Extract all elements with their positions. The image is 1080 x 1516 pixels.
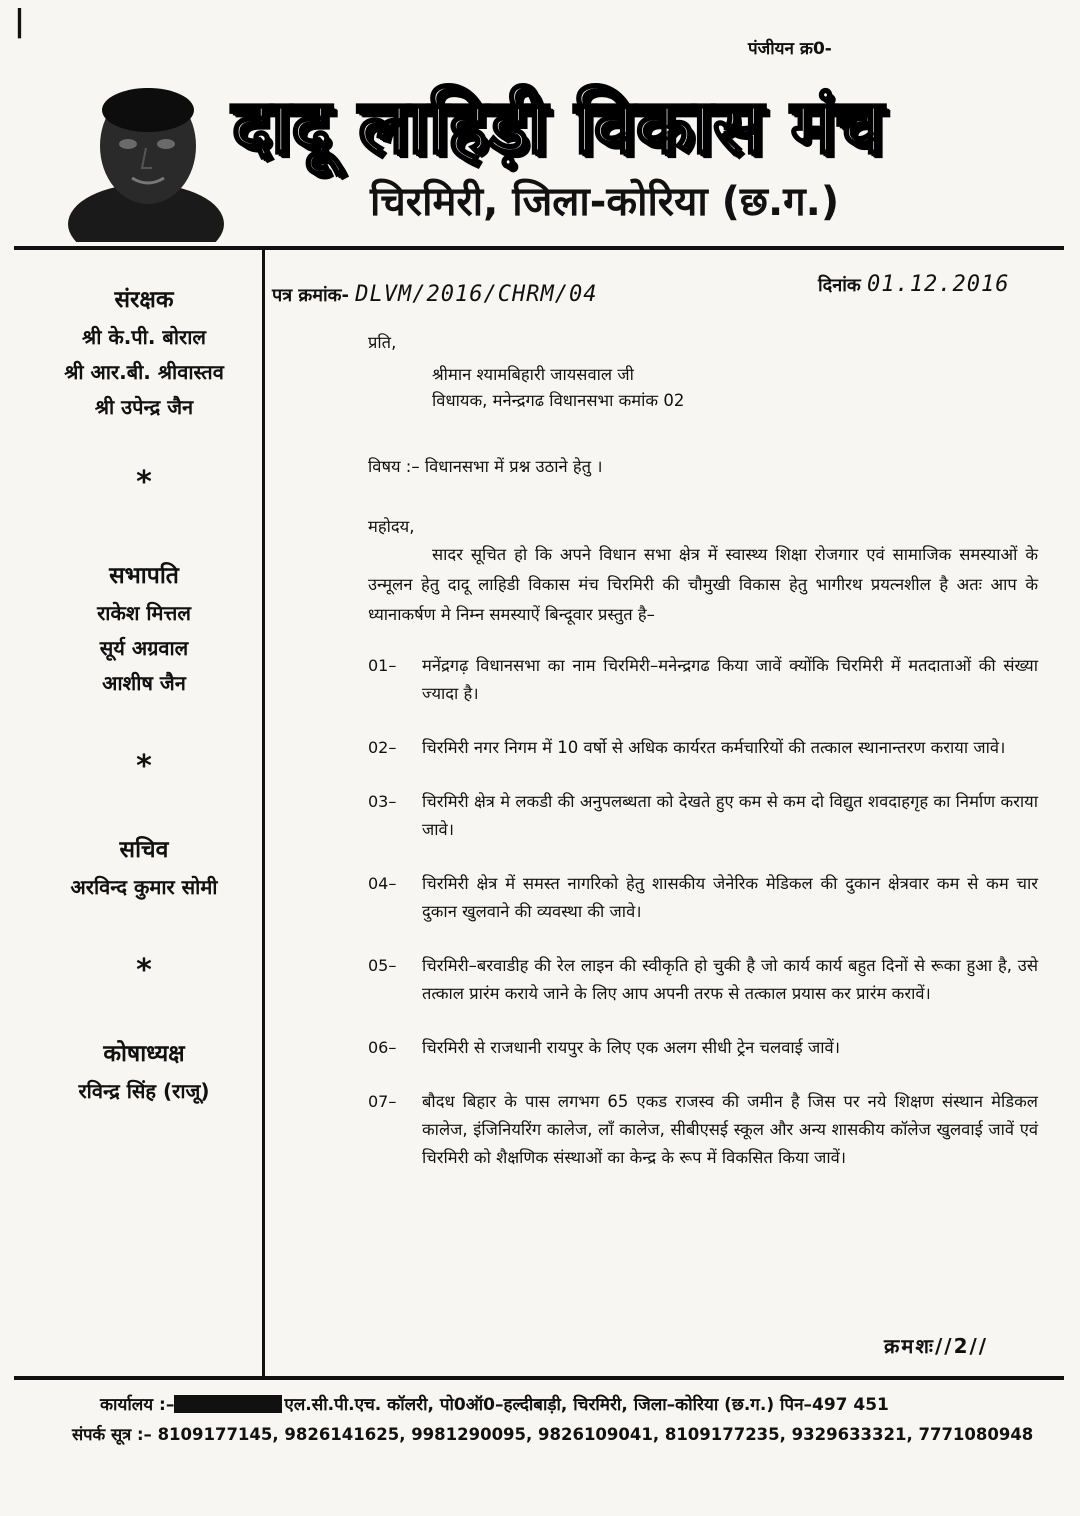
list-item: [368, 734, 1038, 762]
margin-mark: |: [14, 4, 25, 39]
point-number: 02–: [368, 738, 397, 757]
founder-portrait: [62, 74, 230, 242]
list-item: [368, 1088, 1038, 1172]
sidebar-name: रविन्द्र सिंह (राजू): [78, 1079, 210, 1103]
letter-reference: [272, 282, 597, 307]
point-text: बौदध बिहार के पास लगभग 65 एकड राजस्व की जमीन है जिस पर नये शिक्षण संस्थान मेडिकल कालेज, इंजिनियरिंग कालेज, लॉं कालेज, सीबीएसई स्कूल और अन्य शासकीय कॉलेज खुलवाई जावें एवं चिरमिरी को शैक्षणिक संस्थाओं का केन्द्र के रूप में विकसित किया जावें।: [422, 1092, 1038, 1167]
date-value: 01.12.2016: [866, 272, 1010, 297]
sidebar-name: श्री आर.बी. श्रीवास्तव: [64, 360, 224, 384]
contact-numbers-text: 8109177145, 9826141625, 9981290095, 9826109041, 8109177235, 9329633321, 7771080948: [157, 1425, 1034, 1444]
office-address-text: एल.सी.पी.एच. कॉलरी, पो0ऑ0–हल्दीबाड़ी, चिरमिरी, जिला–कोरिया (छ.ग.) पिन–497 451: [284, 1395, 889, 1415]
asterisk-separator: *: [136, 749, 152, 784]
point-number: 03–: [368, 792, 397, 811]
sidebar-name: अरविन्द कुमार सोमी: [70, 875, 218, 899]
asterisk-separator: *: [136, 953, 152, 988]
asterisk-separator: *: [136, 465, 152, 500]
header-divider: [14, 246, 1064, 250]
redacted-text: [174, 1395, 282, 1413]
office-label: कार्यालय :–: [100, 1395, 175, 1415]
sidebar-section-treasurer: [30, 1036, 258, 1109]
sidebar-section-title: संरक्षक: [114, 287, 174, 313]
reference-label: पत्र क्रमांक-: [272, 285, 349, 306]
point-text: चिरमिरी क्षेत्र मे लकडी की अनुपलब्धता को देखते हुए कम से कम दो विद्युत शवदाहगृह का निर्माण कराया जावे।: [422, 792, 1038, 839]
point-text: चिरमिरी क्षेत्र में समस्त नागरिको हेतु शासकीय जेनेरिक मेडिकल की दुकान क्षेत्रवार कम से कम चार दुकान खुलवाने की व्यवस्था की जावे।: [422, 874, 1038, 921]
sidebar-section-title: कोषाध्यक्ष: [103, 1041, 185, 1067]
recipient-title: विधायक, मनेन्द्रगढ विधानसभा कमांक 02: [432, 391, 685, 410]
intro-paragraph: सादर सूचित हो कि अपने विधान सभा क्षेत्र में स्वास्थ्य शिक्षा रोजगार एवं सामाजिक समस्याओं के उन्मूलन हेतु दादू लाहिडी विकास मंच चिरमिरी की चौमुखी विकास हेतु भागीरथ प्रयत्नशील है अतः आप के ध्यानाकर्षण मे निम्न समस्याऐं बिन्दूवार प्रस्तुत है–: [368, 545, 1038, 624]
point-text: चिरमिरी नगर निगम में 10 वर्षो से अधिक कार्यरत कर्मचारियों की तत्काल स्थानान्तरण कराया जावे।: [422, 738, 1006, 757]
sidebar-section-title: सचिव: [119, 837, 169, 863]
points-list: [368, 652, 1038, 1172]
sidebar-section-title: सभापति: [109, 563, 179, 589]
point-number: 06–: [368, 1038, 397, 1057]
recipient-name: श्रीमान श्यामबिहारी जायसवाल जी: [432, 365, 634, 384]
footer-divider: [14, 1376, 1064, 1380]
contact-label: संपर्क सूत्र :–: [72, 1425, 152, 1444]
point-text: चिरमिरी से राजधानी रायपुर के लिए एक अलग सीधी ट्रेन चलवाई जावें।: [422, 1038, 840, 1057]
point-text: मनेंद्रगढ़ विधानसभा का नाम चिरमिरी–मनेन्द्रगढ किया जावें क्योंकि चिरमिरी में मतदाताओं की संख्या ज्यादा है।: [422, 656, 1038, 703]
to-label: प्रति,: [368, 333, 397, 352]
list-item: [368, 870, 1038, 926]
sidebar-section-chairpersons: [30, 558, 258, 701]
organization-name: दादू लाहिड़ी विकास मंच: [232, 84, 885, 170]
letter-body: [368, 330, 1038, 1172]
list-item: [368, 952, 1038, 1008]
sidebar-name: राकेश मित्तल: [97, 601, 191, 625]
letter-subject: विषय :– विधानसभा में प्रश्न उठाने हेतु ।: [368, 457, 603, 476]
office-bearers-sidebar: [30, 282, 258, 1109]
salutation: महोदय,: [368, 517, 415, 536]
list-item: [368, 652, 1038, 708]
point-number: 04–: [368, 874, 397, 893]
sidebar-name: श्री के.पी. बोराल: [82, 325, 206, 349]
contact-numbers: [72, 1422, 1033, 1445]
sidebar-section-patrons: [30, 282, 258, 425]
point-number: 05–: [368, 956, 397, 975]
continuation-marker: क्रमशः//2//: [884, 1334, 989, 1358]
organization-location: चिरमिरी, जिला-कोरिया (छ.ग.): [370, 179, 840, 225]
office-address: [100, 1392, 889, 1415]
sidebar-name: आशीष जैन: [102, 671, 186, 695]
sidebar-name: सूर्य अग्रवाल: [99, 636, 189, 660]
date-label: दिनांक: [818, 275, 861, 296]
sidebar-section-secretary: [30, 832, 258, 905]
registration-label: पंजीयन क्र0-: [748, 39, 832, 59]
point-number: 07–: [368, 1092, 397, 1111]
list-item: [368, 1034, 1038, 1062]
sidebar-divider: [262, 250, 265, 1376]
point-text: चिरमिरी–बरवाडीह की रेल लाइन की स्वीकृति हो चुकी है जो कार्य कार्य बहुत दिनों से रूका हुआ है, उसे तत्काल प्रारंम कराये जाने के लिए आप अपनी तरफ से तत्काल प्रयास कर प्रारंम करावें।: [422, 956, 1038, 1003]
point-number: 01–: [368, 656, 397, 675]
reference-number: DLVM/2016/CHRM/04: [355, 282, 598, 307]
sidebar-name: श्री उपेन्द्र जैन: [94, 395, 194, 419]
list-item: [368, 788, 1038, 844]
letter-date: [818, 272, 1009, 297]
